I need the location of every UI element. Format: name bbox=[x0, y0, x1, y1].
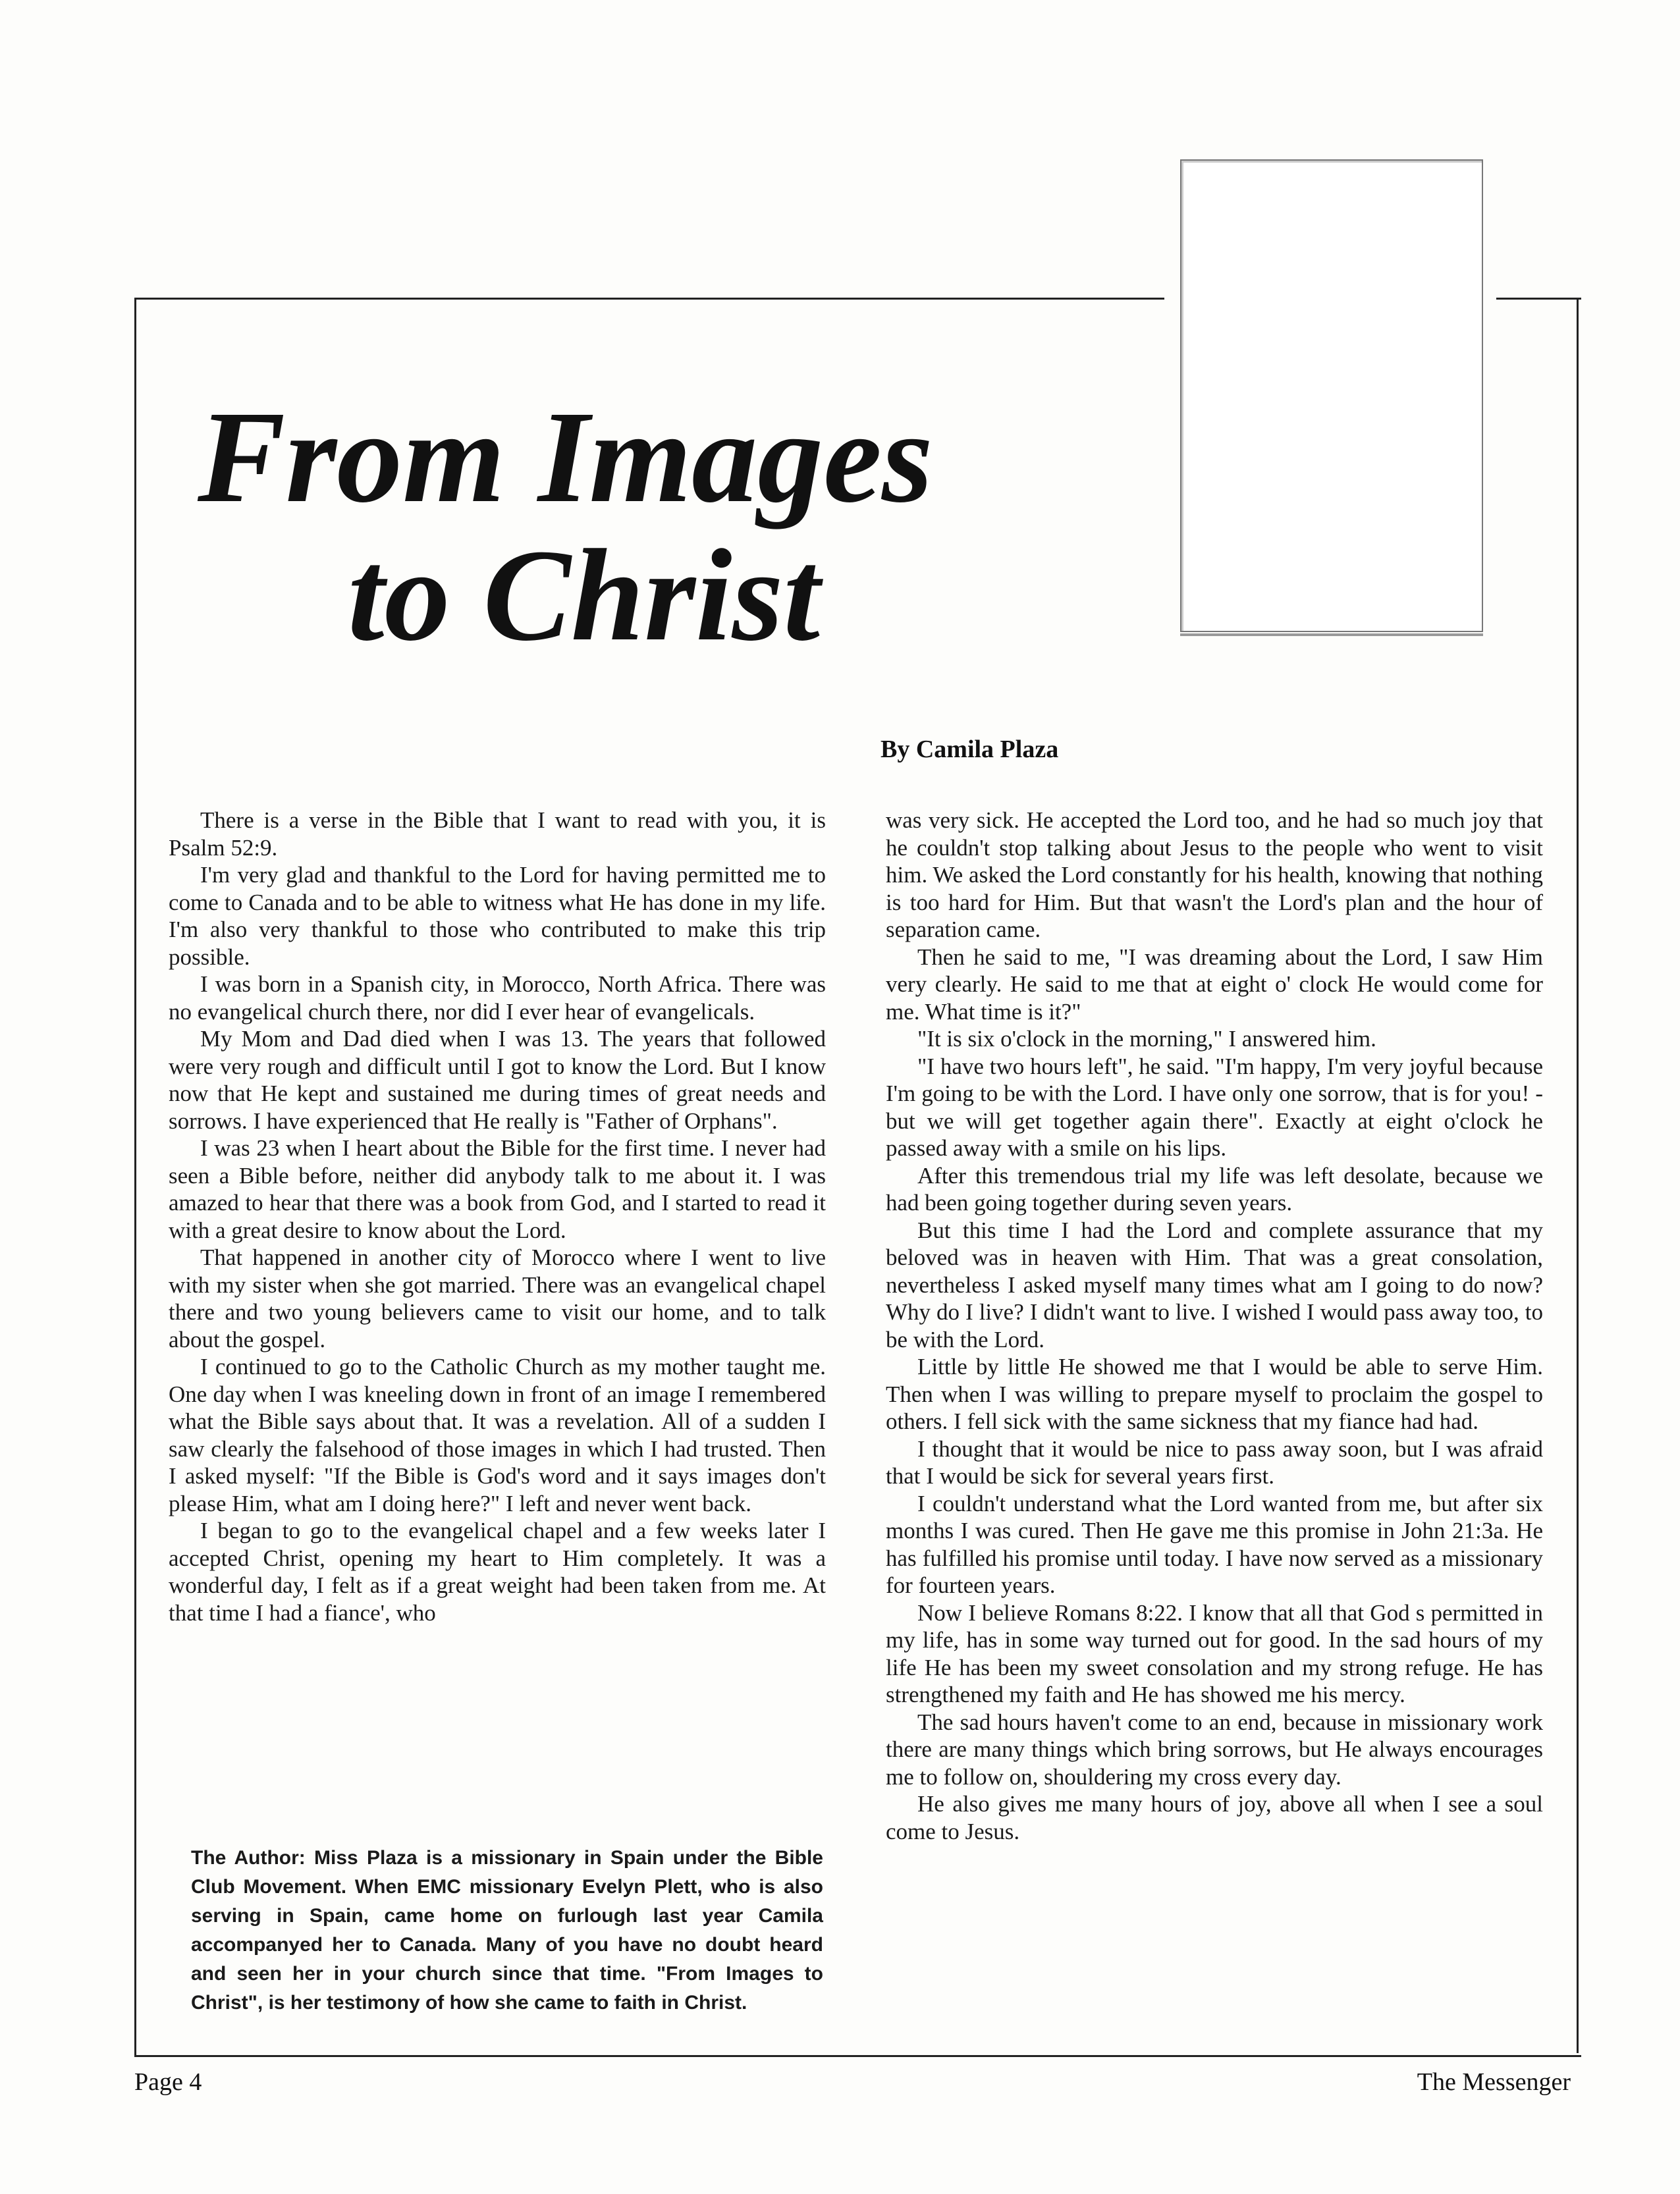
article-frame-right-border bbox=[1577, 298, 1579, 2053]
photo-placeholder bbox=[1180, 159, 1483, 632]
paragraph: I was 23 when I heart about the Bible for the first time. I never had seen a Bible before, neither did anybody talk to me about it. I was amazed to hear that there was a book from God, and I started to read it with a great desire to know about the Lord. bbox=[169, 1135, 826, 1243]
paragraph: "I have two hours left", he said. "I'm happy, I'm very joyful because I'm going to be with the Lord. I have only one sorrow, that is for you! - but we will get together again there". Exactly at eight o'clock he passed away with a smile on his lips. bbox=[886, 1053, 1543, 1161]
paragraph: He also gives me many hours of joy, above all when I see a soul come to Jesus. bbox=[886, 1791, 1543, 1844]
paragraph: Little by little He showed me that I would be able to serve Him. Then when I was willing to prepare myself to proclaim the gospel to others. I fell sick with the same sickness that my fiance had had. bbox=[886, 1354, 1543, 1434]
author-note: The Author: Miss Plaza is a missionary in Spain under the Bible Club Movement. When EMC missionary Evelyn Plett, who is also serving in Spain, came home on furlough last year Camila accompanyed her to Canada. Many of you have no doubt heard and seen her in your church since that time. "From Images to Christ", is her testimony of how she came to faith in Christ. bbox=[191, 1847, 823, 2014]
paragraph: "It is six o'clock in the morning," I answered him. bbox=[917, 1026, 1376, 1052]
title-line-2: to Christ bbox=[348, 523, 820, 668]
paragraph: That happened in another city of Morocco where I went to live with my sister when she got married. There was an evangelical chapel there and two young believers came to visit our home, and to talk about the gospel. bbox=[169, 1244, 826, 1352]
paragraph: The sad hours haven't come to an end, because in missionary work there are many things which bring sorrows, but He always encourages me to follow on, shouldering my cross every day. bbox=[886, 1709, 1543, 1790]
paragraph: There is a verse in the Bible that I want to read with you, it is Psalm 52:9. bbox=[169, 807, 826, 861]
page-number: Page 4 bbox=[134, 2068, 202, 2096]
paragraph: I continued to go to the Catholic Church as my mother taught me. One day when I was kneeling down in front of an image I remembered what the Bible says about that. It was a revelation. All of a sudden I saw clearly the falsehood of those images in which I had trusted. Then I asked myself: "If the Bible is God's word and it says images don't please Him, what am I doing here?" I left and never went back. bbox=[169, 1354, 826, 1516]
right-column bbox=[886, 807, 1543, 1845]
paragraph: I was born in a Spanish city, in Morocco, North Africa. There was no evangelical church there, nor did I ever hear of evangelicals. bbox=[169, 971, 826, 1025]
paragraph: I began to go to the evangelical chapel and a few weeks later I accepted Christ, opening my heart to Him completely. It was a wonderful day, I felt as if a great weight had been taken from me. At that time I had a fiance', who bbox=[169, 1518, 826, 1626]
paragraph: I thought that it would be nice to pass away soon, but I was afraid that I would be sick for several years first. bbox=[886, 1435, 1543, 1489]
article-title bbox=[198, 385, 1120, 668]
paragraph: But this time I had the Lord and complete assurance that my beloved was in heaven with Him. That was a great consolation, nevertheless I asked myself many times what am I going to do now? Why do I live? I didn't want to live. I wished I would pass away too, to be with the Lord. bbox=[886, 1217, 1543, 1352]
paragraph: After this tremendous trial my life was left desolate, because we had been going together during seven years. bbox=[886, 1162, 1543, 1216]
title-line-1: From Images bbox=[198, 385, 933, 530]
paragraph: My Mom and Dad died when I was 13. The years that followed were very rough and difficult until I got to know the Lord. But I know now that He kept and sustained me during times of great needs and sorrows. I have experienced that He really is "Father of Orphans". bbox=[169, 1026, 826, 1134]
paragraph: I couldn't understand what the Lord wanted from me, but after six months I was cured. Then He gave me this promise in John 21:3a. He has fulfilled his promise until today. I have now served as a missionary for fourteen years. bbox=[886, 1490, 1543, 1598]
byline: By Camila Plaza bbox=[881, 736, 1059, 763]
publication-name: The Messenger bbox=[1417, 2068, 1571, 2096]
paragraph: I'm very glad and thankful to the Lord for having permitted me to come to Canada and to be able to witness what He has done in my life. I'm also very thankful to those who contributed to make this trip possible. bbox=[169, 862, 826, 970]
paragraph-continued: was very sick. He accepted the Lord too, and he had so much joy that he couldn't stop talking about Jesus to the people who went to visit him. We asked the Lord constantly for his health, knowing that nothing is too hard for Him. But that wasn't the Lord's plan and the hour of separation came. bbox=[886, 807, 1543, 942]
paragraph: Now I believe Romans 8:22. I know that all that God s permitted in my life, has in some way turned out for good. In the sad hours of my life He has been my sweet consolation and my strong refuge. He has strengthened my faith and He has showed me his mercy. bbox=[886, 1599, 1543, 1707]
paragraph: Then he said to me, "I was dreaming about the Lord, I saw Him very clearly. He said to me that at eight o' clock He would come for me. What time is it?" bbox=[886, 944, 1543, 1025]
left-column bbox=[169, 807, 826, 1626]
photo-edge bbox=[1180, 633, 1483, 636]
